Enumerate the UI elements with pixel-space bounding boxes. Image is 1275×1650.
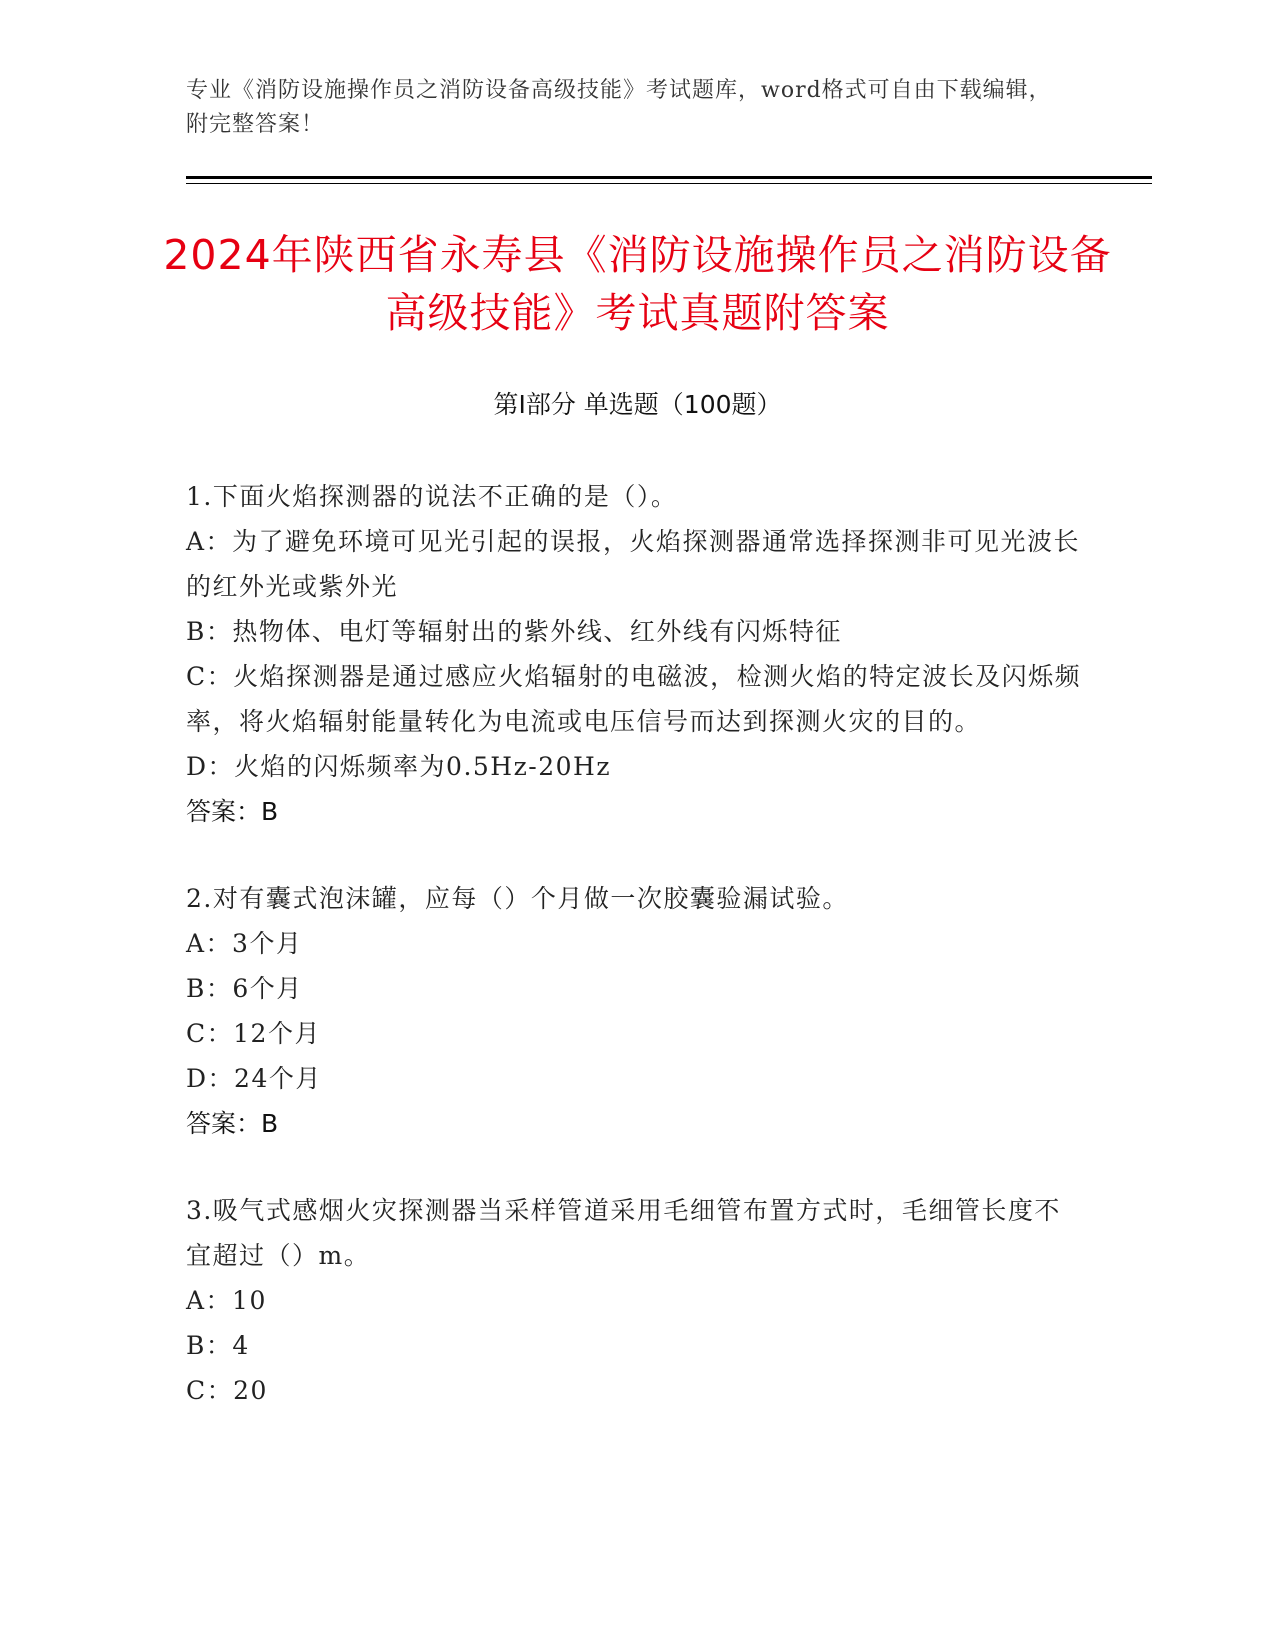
answer-line: 答案：B xyxy=(186,1109,279,1138)
question-2 xyxy=(186,876,1086,1146)
header-note: 专业《消防设施操作员之消防设备高级技能》考试题库，word格式可自由下载编辑，附完整答案！ xyxy=(186,78,1052,137)
option-a: A：10 xyxy=(186,1286,267,1315)
header-rule-thin xyxy=(186,183,1152,184)
option-d: D：火焰的闪烁频率为0.5Hz-20Hz xyxy=(186,752,612,781)
option-a: A：3个月 xyxy=(186,929,303,958)
question-stem: 2.对有囊式泡沫罐，应每（）个月做一次胶囊验漏试验。 xyxy=(186,884,849,913)
document-title: 2024年陕西省永寿县《消防设施操作员之消防设备高级技能》考试真题附答案 xyxy=(163,231,1112,337)
question-1 xyxy=(186,474,1086,834)
question-3 xyxy=(186,1188,1086,1413)
option-d: D：24个月 xyxy=(186,1064,322,1093)
question-stem: 3.吸气式感烟火灾探测器当采样管道采用毛细管布置方式时，毛细管长度不宜超过（）m。 xyxy=(186,1196,1061,1270)
section-heading: 第Ⅰ部分 单选题（100题） xyxy=(493,390,782,419)
header-rule-thick xyxy=(186,176,1152,179)
option-b: B：6个月 xyxy=(186,974,303,1003)
option-b: B：热物体、电灯等辐射出的紫外线、红外线有闪烁特征 xyxy=(186,617,842,646)
option-c: C：12个月 xyxy=(186,1019,321,1048)
option-b: B：4 xyxy=(186,1331,250,1360)
question-list xyxy=(186,474,1086,1455)
answer-line: 答案：B xyxy=(186,797,279,826)
question-stem: 1.下面火焰探测器的说法不正确的是（）。 xyxy=(186,482,678,511)
option-c: C：20 xyxy=(186,1376,268,1405)
option-c: C：火焰探测器是通过感应火焰辐射的电磁波，检测火焰的特定波长及闪烁频率，将火焰辐射能量转化为电流或电压信号而达到探测火灾的目的。 xyxy=(186,662,1082,736)
option-a: A：为了避免环境可见光引起的误报，火焰探测器通常选择探测非可见光波长的红外光或紫外光 xyxy=(186,527,1081,601)
